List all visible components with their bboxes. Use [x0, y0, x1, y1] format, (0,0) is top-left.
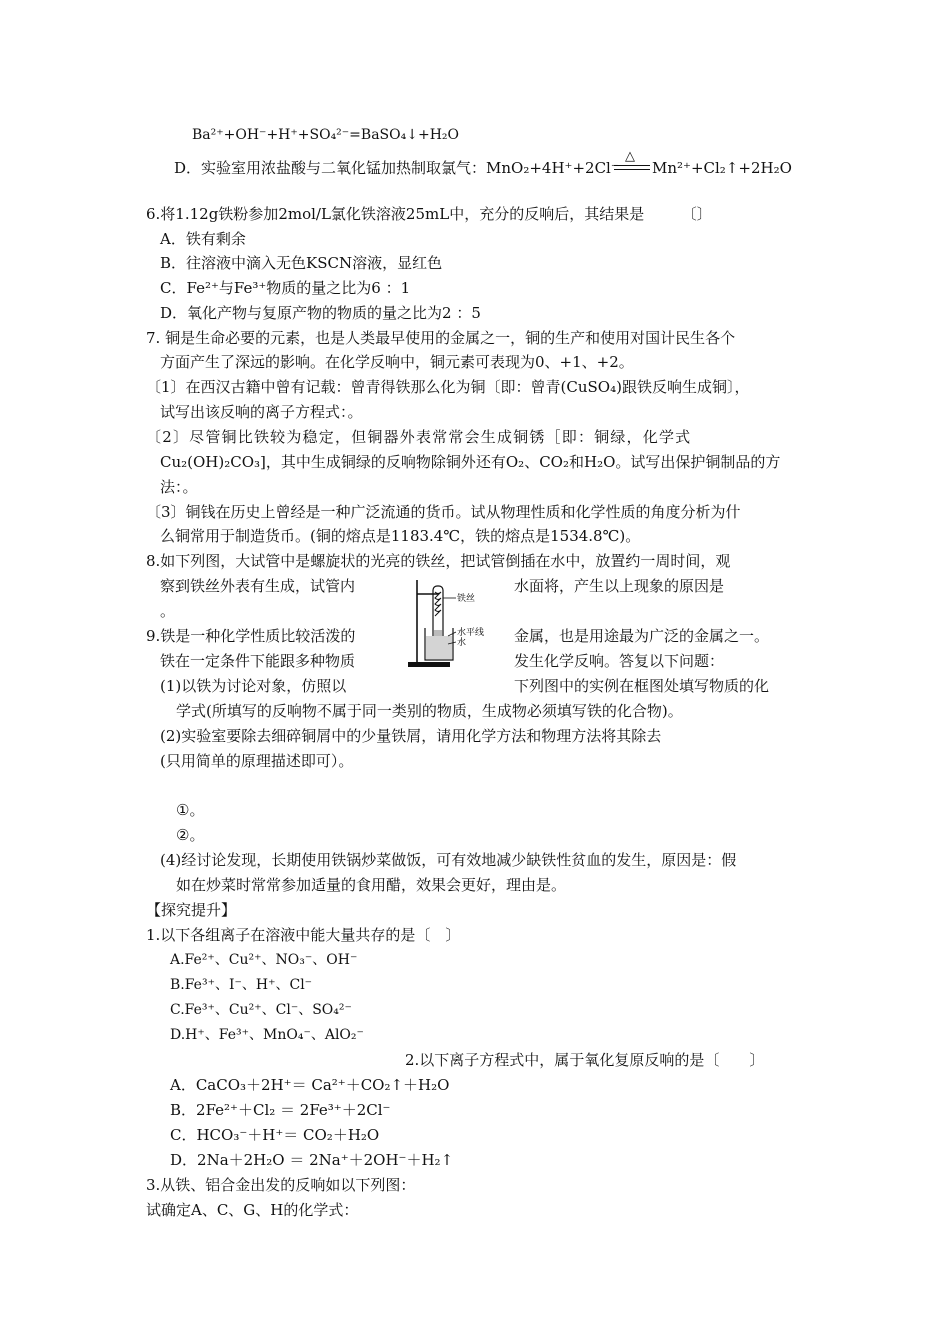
- ext-q2-option-b: B．2Fe²⁺＋Cl₂ ＝ 2Fe³⁺＋2Cl⁻: [170, 1101, 391, 1119]
- ext-q2-option-c: C．HCO₃⁻＋H⁺＝ CO₂＋H₂O: [170, 1126, 380, 1144]
- equals-bar-bottom: [614, 169, 650, 170]
- q8-line-2a: 察到铁丝外表有生成，试管内: [160, 577, 356, 595]
- q6-option-d: D．氧化产物与复原产物的物质的量之比为2 ：5: [160, 304, 481, 322]
- equals-bar-top: [614, 165, 650, 166]
- ext-q1-option-c: C.Fe³⁺、Cu²⁺、Cl⁻、SO₄²⁻: [170, 1002, 352, 1018]
- q6-option-a: A．铁有剩余: [160, 230, 246, 248]
- apparatus-diagram: [408, 578, 494, 670]
- ext-q2-option-d: D．2Na＋2H₂O ＝ 2Na⁺＋2OH⁻＋H₂↑: [170, 1151, 454, 1169]
- q7-part-2-prompt: 法：。: [160, 478, 198, 496]
- q9-line-2a: 铁在一定条件下能跟多种物质: [160, 652, 356, 670]
- label-water-level: 水平线: [457, 628, 485, 638]
- q9-part-4-line-2: 如在炒菜时常常参加适量的食用醋，效果会更好，理由是。: [176, 876, 567, 894]
- q7-part-1-prompt: 试写出该反响的离子方程式：。: [160, 403, 363, 421]
- q7-part-1: 〔1〕在西汉古籍中曾有记载：曾青得铁那么化为铜〔即：曾青(CuSO₄)跟铁反响生成铜〕，: [146, 378, 750, 396]
- question-9: 9.铁是一种化学性质比较活泼的: [146, 627, 356, 645]
- ext-question-3: 3.从铁、铝合金出发的反响如以下列图：: [146, 1176, 416, 1194]
- label-iron-wire: 铁丝: [457, 594, 476, 604]
- section-heading: 【探究提升】: [146, 901, 237, 919]
- q7-part-3: 〔3〕铜钱在历史上曾经是一种广泛流通的货币。试从物理性质和化学性质的角度分析为什: [146, 503, 741, 521]
- question-9-right: 金属，也是用途最为广泛的金属之一。: [514, 627, 770, 645]
- heat-triangle-icon: △: [625, 149, 635, 164]
- ext-q1-option-b: B.Fe³⁺、I⁻、H⁺、Cl⁻: [170, 977, 313, 993]
- q9-part-2: (2)实验室要除去细碎铜屑中的少量铁屑，请用化学方法和物理方法将其除去: [160, 727, 662, 745]
- q9-part-1-line-2: 学式(所填写的反响物不属于同一类别的物质，生成物必须填写铁的化合物)。: [176, 702, 683, 720]
- q9-part-2-line-2: (只用简单的原理描述即可）。: [160, 752, 354, 770]
- q9-part-1b: 下列图中的实例在框图处填写物质的化: [514, 677, 770, 695]
- q9-line-2b: 发生化学反响。答复以下问题：: [514, 652, 725, 670]
- iron-wire-test-tube-figure: [408, 578, 494, 670]
- ext-question-2: 2.以下离子方程式中，属于氧化复原反响的是〔 〕: [405, 1051, 765, 1069]
- label-water: 水: [457, 638, 467, 648]
- q7-part-3-line-2: 么铜常用于制造货币。(铜的熔点是1183.4℃，铁的熔点是1534.8℃)。: [160, 527, 641, 545]
- question-6: 6.将1.12g铁粉参加2mol/L氯化铁溶液25mL中，充分的反响后，其结果是 〔〕: [146, 205, 712, 223]
- q7-part-2-line-2: Cu₂(OH)₂CO₃]，其中生成铜绿的反响物除铜外还有O₂、CO₂和H₂O。试写出保护铜制品的方: [160, 453, 781, 471]
- option-d-products: Mn²⁺+Cl₂↑+2H₂O: [652, 159, 792, 177]
- q7-part-2: 〔2〕尽管铜比铁较为稳定，但铜器外表常常会生成铜锈［即：铜绿，化学式: [146, 428, 692, 446]
- heat-equals-sign: [614, 150, 650, 176]
- q7-line-2: 方面产生了深远的影响。在化学反响中，铜元素可表现为0、+1、+2。: [160, 353, 634, 371]
- q9-part-4: (4)经讨论发现，长期使用铁锅炒菜做饭，可有效地减少缺铁性贫血的发生，原因是：假: [160, 851, 737, 869]
- q9-answer-2: ②。: [176, 826, 205, 844]
- ext-question-1: 1.以下各组离子在溶液中能大量共存的是〔 〕: [146, 926, 461, 944]
- ext-q1-option-d: D.H⁺、Fe³⁺、MnO₄⁻、AlO₂⁻: [170, 1027, 364, 1043]
- equation-line: Ba²⁺+OH⁻+H⁺+SO₄²⁻=BaSO₄↓+H₂O: [192, 127, 459, 143]
- ext-q3-prompt: 试确定A、C、G、H的化学式：: [146, 1201, 359, 1219]
- option-d-line: D．实验室用浓盐酸与二氧化锰加热制取氯气：MnO₂+4H⁺+2Cl⁻: [174, 159, 619, 177]
- q9-part-1a: (1)以铁为讨论对象，仿照以: [160, 677, 347, 695]
- q9-answer-1: ①。: [176, 801, 205, 819]
- q6-option-b: B．往溶液中滴入无色KSCN溶液，显红色: [160, 254, 443, 272]
- q8-line-3: 。: [160, 602, 176, 620]
- q6-option-c: C．Fe²⁺与Fe³⁺物质的量之比为6 ：1: [160, 279, 411, 297]
- ext-q2-option-a: A．CaCO₃＋2H⁺＝ Ca²⁺＋CO₂↑＋H₂O: [170, 1076, 450, 1094]
- q8-line-2b: 水面将，产生以上现象的原因是: [514, 577, 725, 595]
- question-7: 7. 铜是生命必要的元素，也是人类最早使用的金属之一，铜的生产和使用对国计民生各个: [146, 329, 736, 347]
- question-8: 8.如下列图，大试管中是螺旋状的光亮的铁丝，把试管倒插在水中，放置约一周时间，观: [146, 552, 731, 570]
- ext-q1-option-a: A.Fe²⁺、Cu²⁺、NO₃⁻、OH⁻: [170, 952, 358, 968]
